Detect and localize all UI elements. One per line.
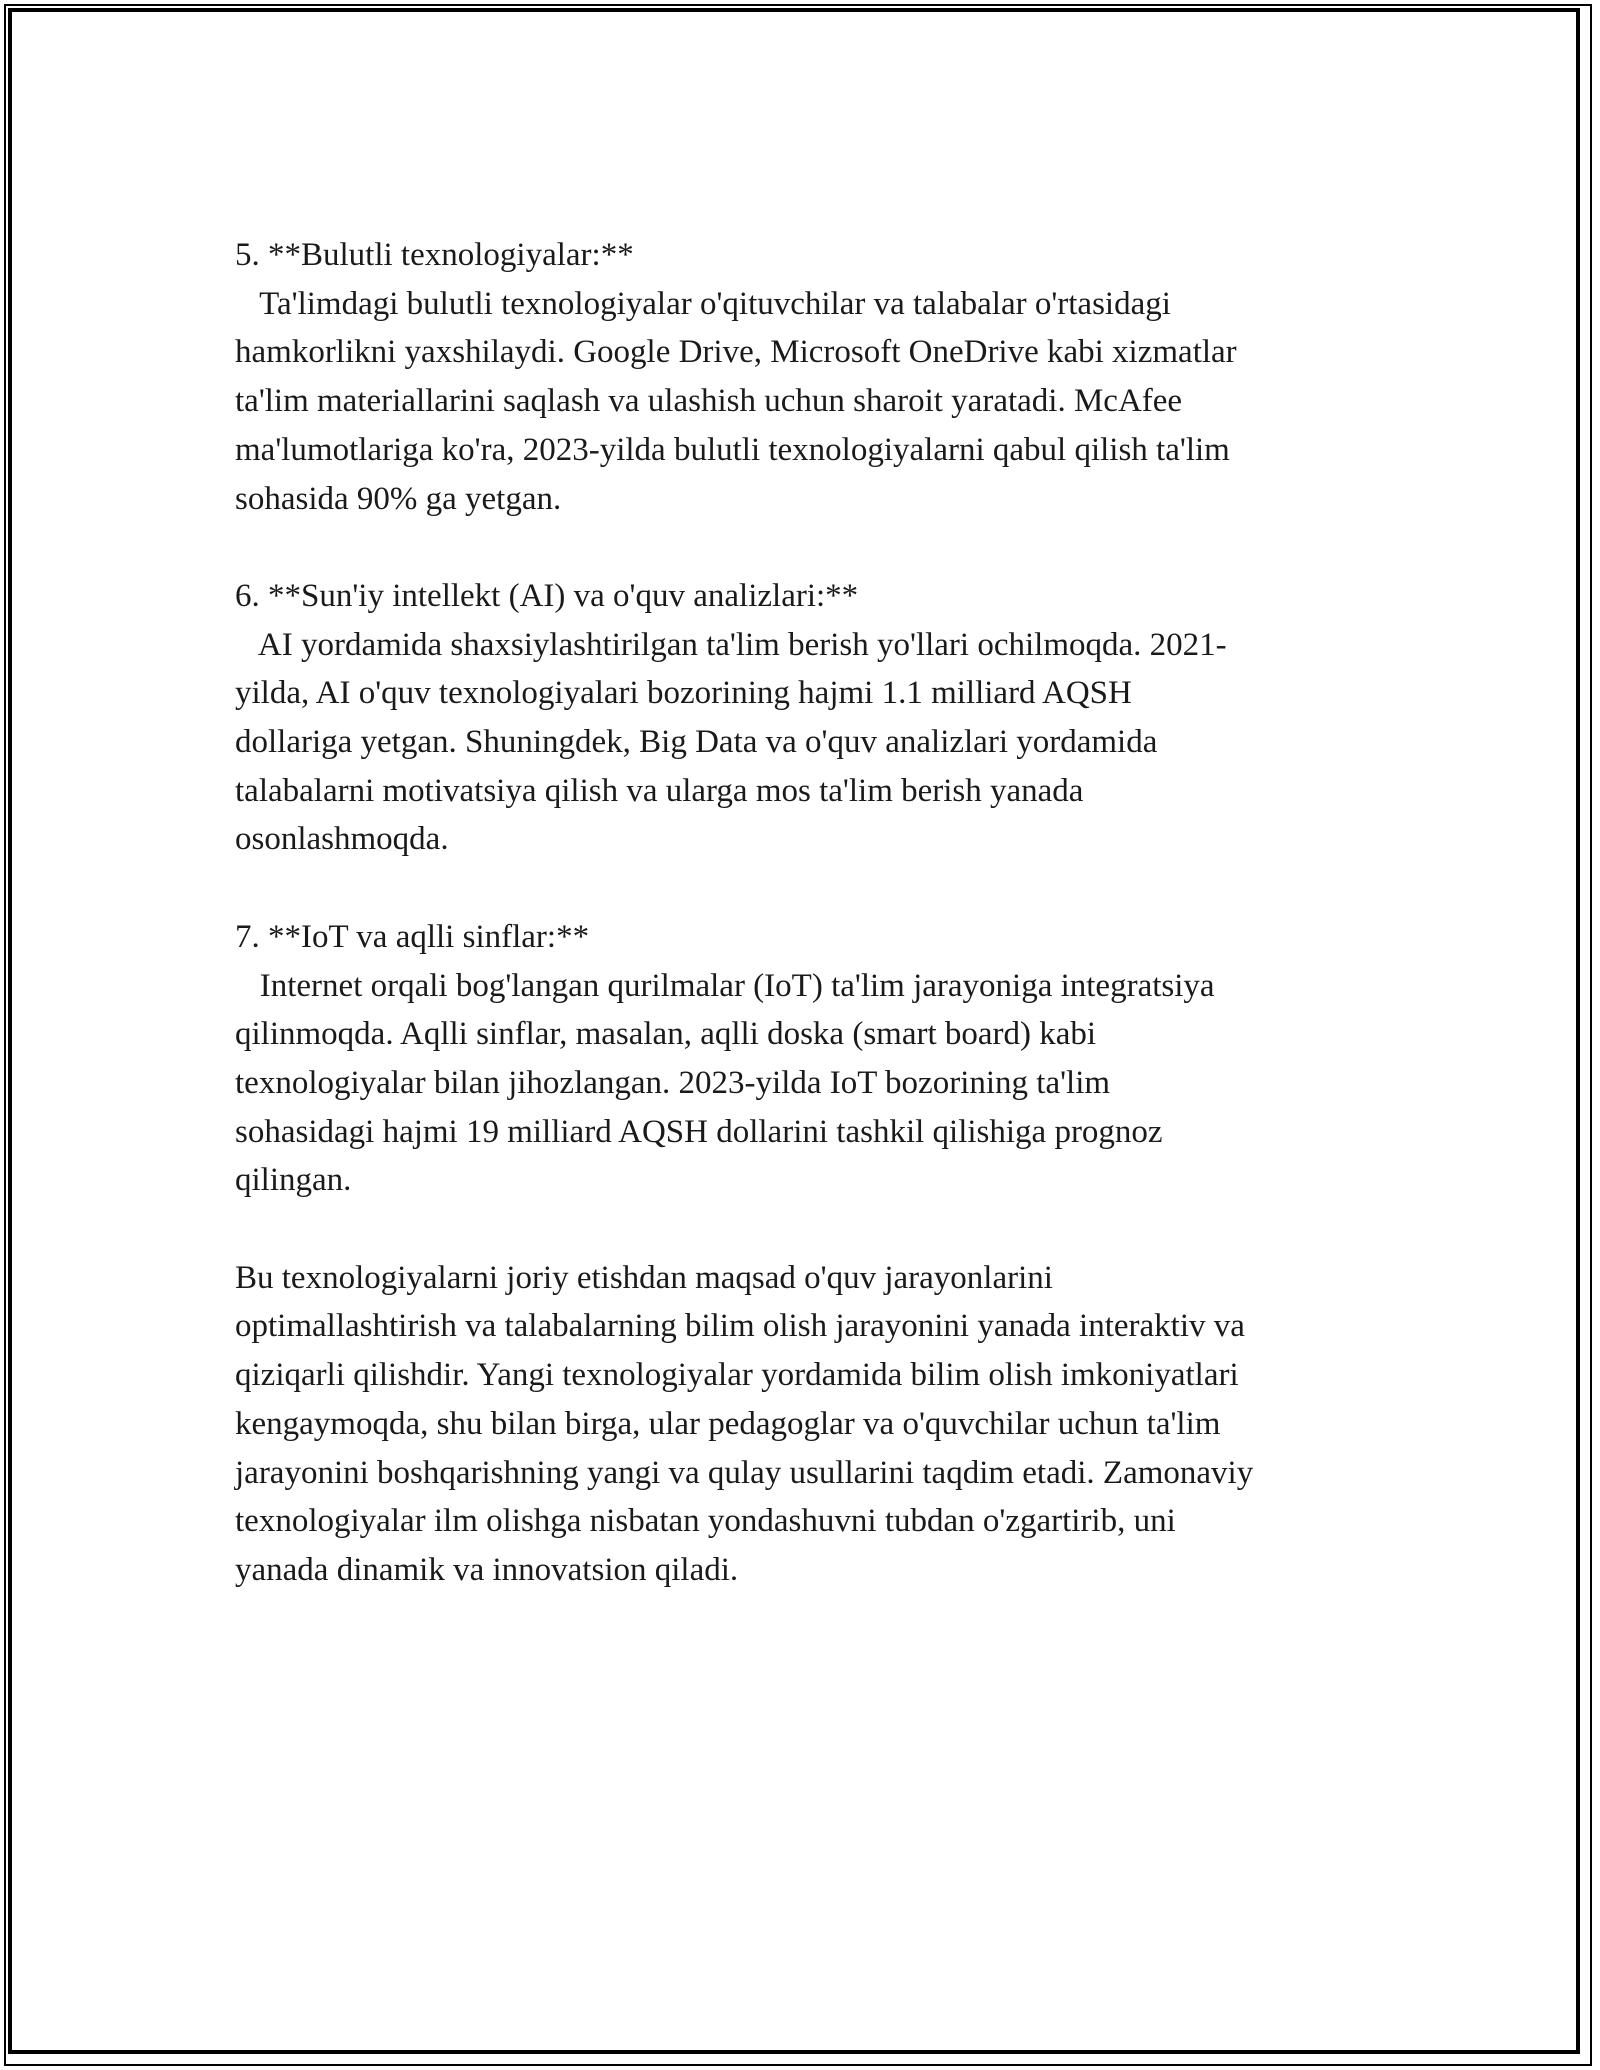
paragraph-line: texnologiyalar bilan jihozlangan. 2023-yilda IoT bozorining ta'lim — [235, 1064, 1111, 1101]
paragraph-line: yanada dinamik va innovatsion qiladi. — [235, 1551, 739, 1588]
conclusion-paragraph — [235, 1254, 1385, 1595]
paragraph-line: dollariga yetgan. Shuningdek, Big Data va o'quv analizlari yordamida — [235, 724, 1158, 761]
paragraph-line: Internet orqali bog'langan qurilmalar (IoT) ta'lim jarayoniga integratsiya — [235, 967, 1215, 1004]
paragraph-line: AI yordamida shaxsiylashtirilgan ta'lim berish yo'llari ochilmoqda. 2021- — [235, 626, 1227, 663]
section-heading: 6. **Sun'iy intellekt (AI) va o'quv analizlari:** — [235, 577, 859, 614]
section-heading: 7. **IoT va aqlli sinflar:** — [235, 918, 590, 955]
paragraph-line: Ta'limdagi bulutli texnologiyalar o'qituvchilar va talabalar o'rtasidagi — [235, 285, 1171, 322]
section-iot-smart-classes — [235, 913, 1385, 1205]
paragraph-line: sohasida 90% ga yetgan. — [235, 480, 562, 517]
paragraph-line: talabalarni motivatsiya qilish va ularga mos ta'lim berish yanada — [235, 772, 1084, 809]
paragraph-line: kengaymoqda, shu bilan birga, ular pedagoglar va o'quvchilar uchun ta'lim — [235, 1405, 1221, 1442]
paragraph-line: sohasidagi hajmi 19 milliard AQSH dollarini tashkil qilishiga prognoz — [235, 1113, 1163, 1150]
paragraph-line: osonlashmoqda. — [235, 821, 449, 858]
section-cloud-technologies — [235, 231, 1385, 523]
paragraph-line: jarayonini boshqarishning yangi va qulay usullarini taqdim etadi. Zamonaviy — [235, 1454, 1254, 1491]
section-ai-analytics — [235, 572, 1385, 864]
section-heading: 5. **Bulutli texnologiyalar:** — [235, 237, 634, 273]
paragraph-line: qilingan. — [235, 1162, 352, 1199]
paragraph-line: Bu texnologiyalarni joriy etishdan maqsad o'quv jarayonlarini — [235, 1259, 1053, 1296]
paragraph-line: yilda, AI o'quv texnologiyalari bozorining hajmi 1.1 milliard AQSH — [235, 675, 1132, 712]
document-body — [235, 231, 1385, 1643]
paragraph-line: ta'lim materiallarini saqlash va ulashish uchun sharoit yaratadi. McAfee — [235, 383, 1183, 420]
paragraph-line: hamkorlikni yaxshilaydi. Google Drive, Microsoft OneDrive kabi xizmatlar — [235, 334, 1237, 371]
paragraph-line: qilinmoqda. Aqlli sinflar, masalan, aqlli doska (smart board) kabi — [235, 1016, 1097, 1053]
paragraph-line: ma'lumotlariga ko'ra, 2023-yilda bulutli texnologiyalarni qabul qilish ta'lim — [235, 431, 1230, 468]
paragraph-line: qiziqarli qilishdir. Yangi texnologiyalar yordamida bilim olish imkoniyatlari — [235, 1357, 1239, 1394]
paragraph-line: texnologiyalar ilm olishga nisbatan yondashuvni tubdan o'zgartirib, uni — [235, 1503, 1176, 1540]
paragraph-line: optimallashtirish va talabalarning bilim olish jarayonini yanada interaktiv va — [235, 1308, 1245, 1345]
